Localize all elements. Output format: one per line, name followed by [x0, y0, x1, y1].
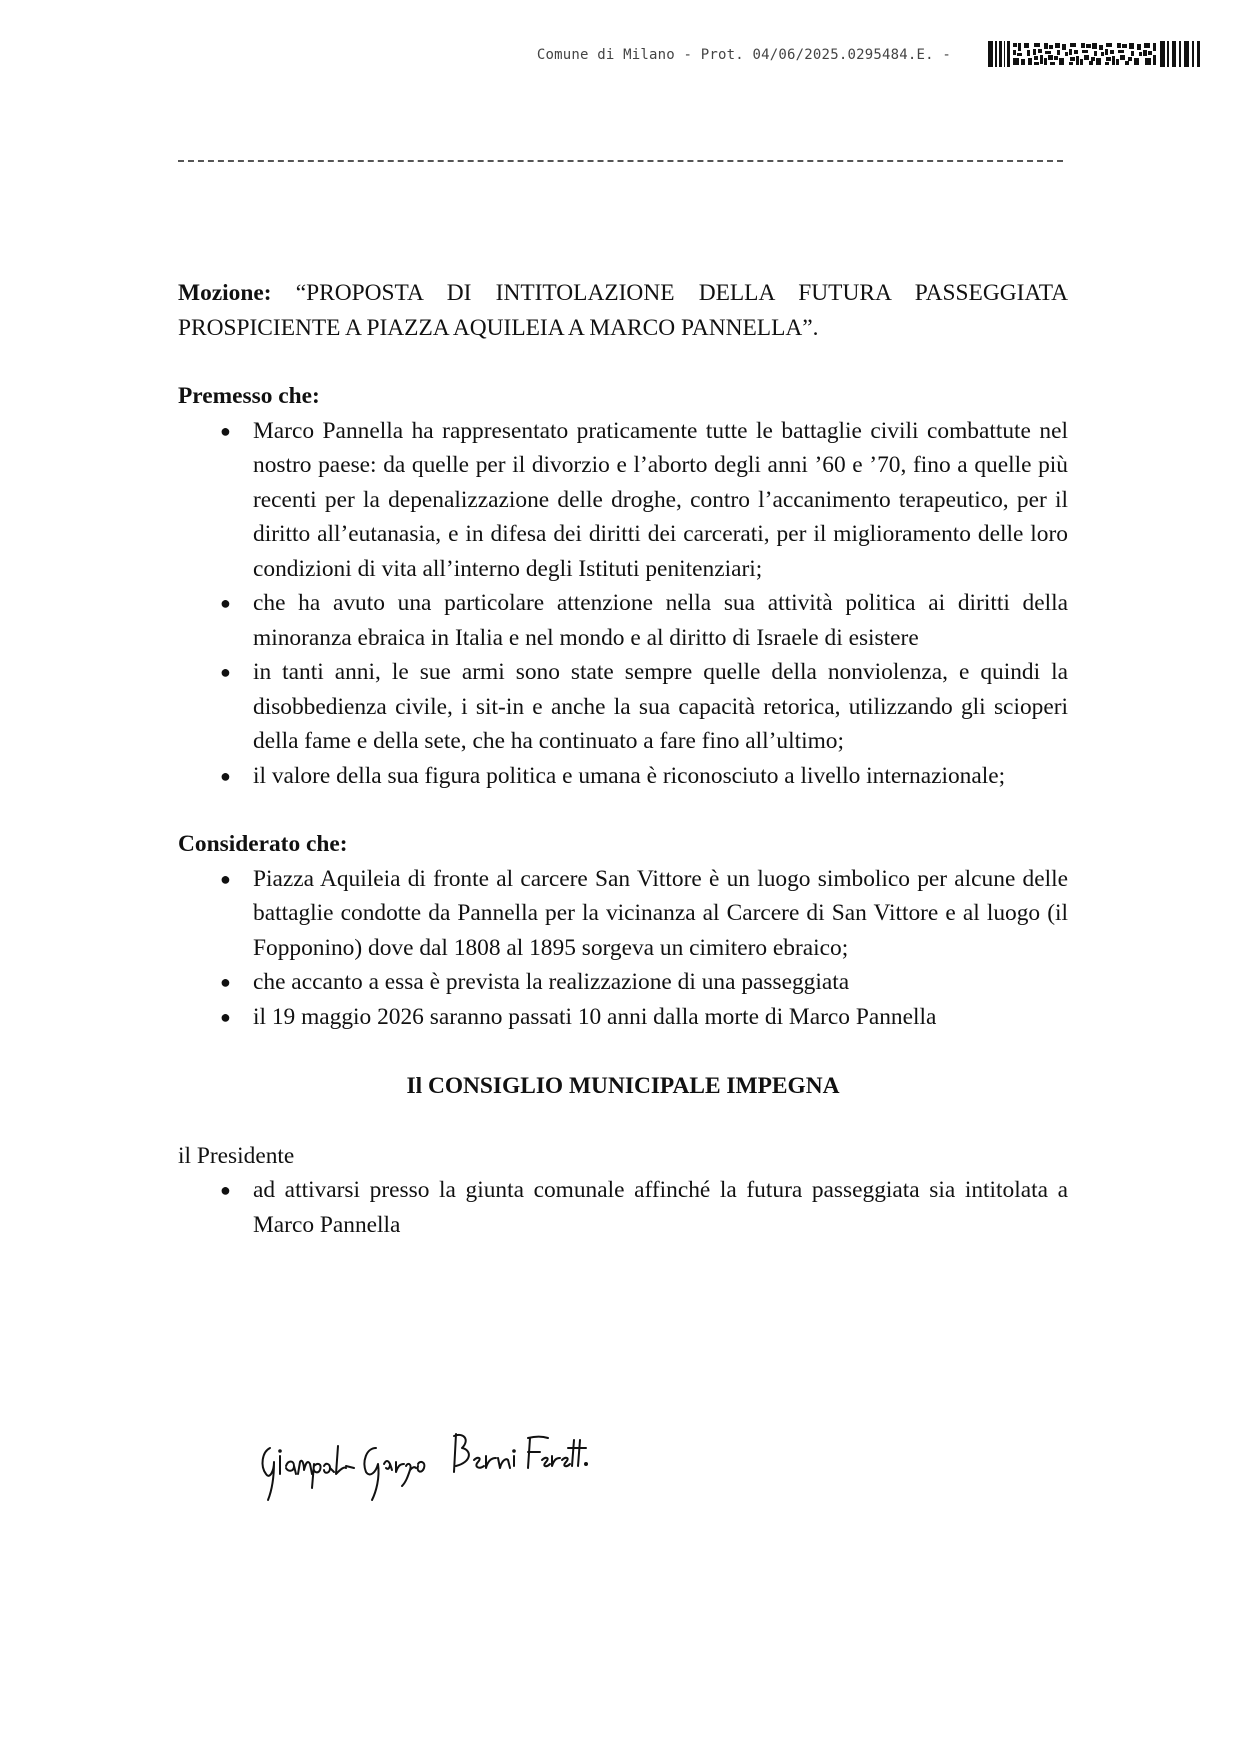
motion-label: Mozione: — [178, 280, 272, 306]
impegna-heading: Il CONSIGLIO MUNICIPALE IMPEGNA — [406, 1073, 840, 1099]
considerato-heading: Considerato che: — [178, 831, 348, 857]
bullet-icon: ● — [220, 972, 231, 992]
list-item: ● che accanto a essa è prevista la realizzazione di una passeggiata — [178, 965, 1068, 1000]
dashed-separator — [178, 160, 1063, 162]
list-item: ● in tanti anni, le sue armi sono state sempre quelle della nonviolenza, e quindi la disobbedienza civile, i sit-in e anche la sua capacità retorica, utilizzando gli scioperi della fame e della sete, che ha continuato a fare fino all’ultimo; — [178, 655, 1068, 759]
list-item: ● il 19 maggio 2026 saranno passati 10 anni dalla morte di Marco Pannella — [178, 1000, 1068, 1035]
barcode-icon — [988, 41, 1200, 67]
list-item: ● il valore della sua figura politica e umana è riconosciuto a livello internazionale; — [178, 759, 1068, 794]
bullet-icon: ● — [220, 420, 231, 441]
handwritten-signature — [258, 1426, 588, 1506]
impegna-list — [178, 1173, 1068, 1242]
bullet-icon: ● — [220, 593, 231, 613]
list-item: ● che ha avuto una particolare attenzione nella sua attività politica ai diritti della minoranza ebraica in Italia e nel mondo e al diritto di Israele di esistere — [178, 586, 1068, 655]
motion-title — [178, 276, 1068, 345]
bullet-icon: ● — [220, 662, 231, 682]
protocol-stamp: Comune di Milano - Prot. 04/06/2025.0295484.E. - — [536, 47, 951, 63]
premesso-heading: Premesso che: — [178, 383, 320, 409]
document-body — [178, 276, 1068, 1242]
list-item: ● Piazza Aquileia di fronte al carcere San Vittore è un luogo simbolico per alcune delle battaglie condotte da Pannella per la vicinanza al Carcere di San Vittore e al luogo (il Fopponino) dove dal 1808 al 1895 sorgeva un cimitero ebraico; — [178, 862, 1068, 966]
bullet-icon: ● — [220, 868, 231, 889]
bullet-icon: ● — [220, 765, 231, 786]
list-item: ● ad attivarsi presso la giunta comunale affinché la futura passeggiata sia intitolata a Marco Pannella — [178, 1173, 1068, 1242]
premesso-list — [178, 414, 1068, 794]
list-item: ● Marco Pannella ha rappresentato praticamente tutte le battaglie civili combattute nel nostro paese: da quelle per il divorzio e l’aborto degli anni ’60 e ’70, fino a quelle più recenti per la depenalizzazione delle droghe, contro l’accanimento terapeutico, per il diritto all’eutanasia, e in difesa dei diritti dei carcerati, per il miglioramento delle loro condizioni di vita all’interno degli Istituti penitenziari; — [178, 414, 1068, 587]
bullet-icon: ● — [220, 1180, 231, 1200]
bullet-icon: ● — [220, 1006, 231, 1027]
impegna-subject: il Presidente — [178, 1142, 295, 1169]
motion-text: “PROPOSTA DI INTITOLAZIONE DELLA FUTURA PASSEGGIATA PROSPICIENTE A PIAZZA AQUILEIA A MARCO PANNELLA”. — [178, 280, 1068, 341]
considerato-list — [178, 862, 1068, 1035]
